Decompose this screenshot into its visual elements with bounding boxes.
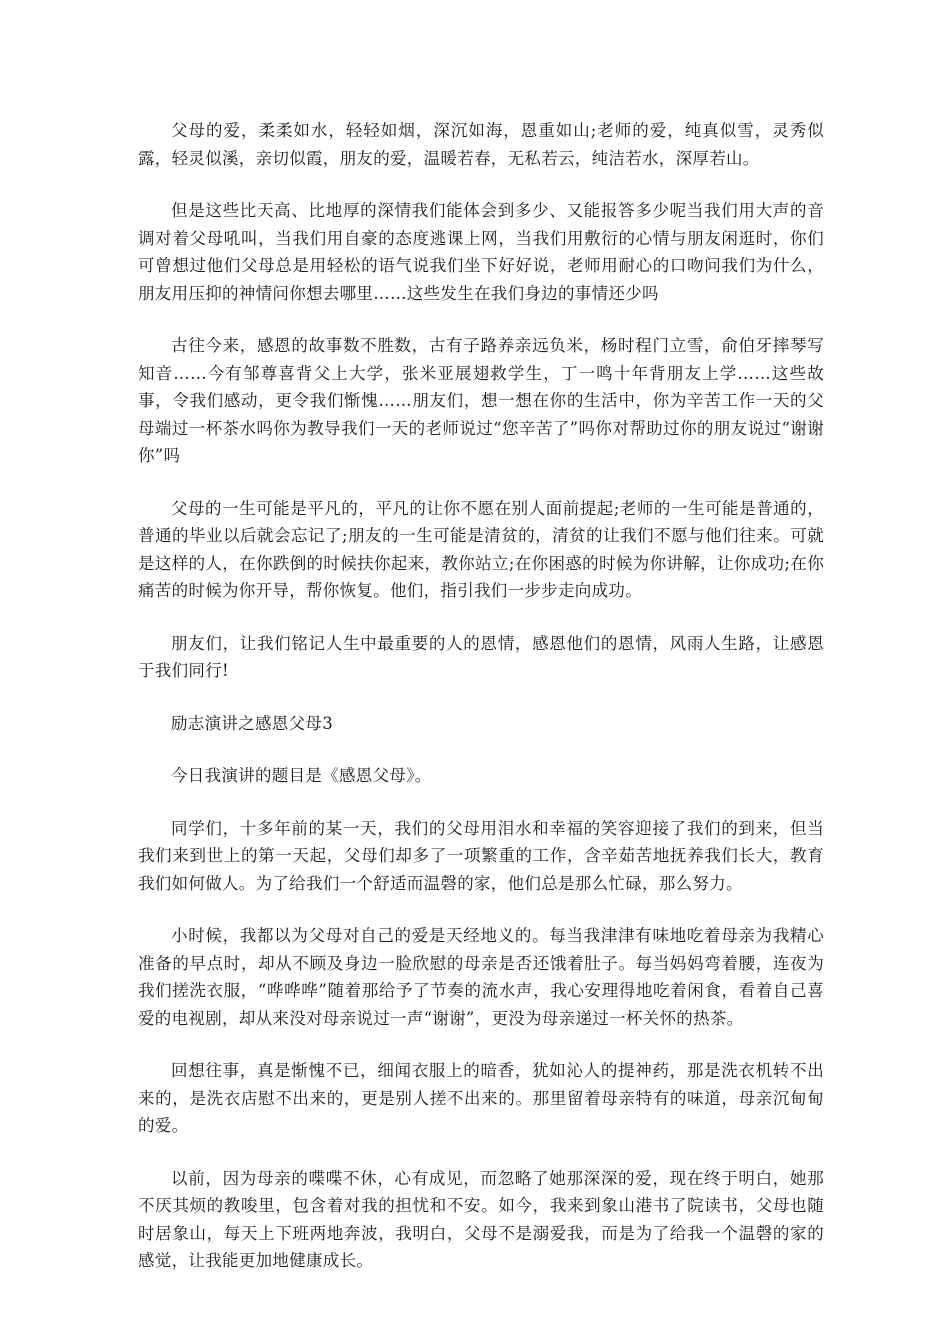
document-page <box>138 117 824 1300</box>
paragraph-4: 父母的一生可能是平凡的，平凡的让你不愿在别人面前提起;老师的一生可能是普通的，普通的毕业以后就会忘记了;朋友的一生可能是清贫的，清贫的让我们不愿与他们往来。可就是这样的人，在你跌倒的时候扶你起来，教你站立;在你困惑的时候为你讲解，让你成功;在你痛苦的时候为你开导，帮你恢复。他们，指引我们一步步走向成功。 <box>138 498 824 600</box>
section-paragraph-5: 以前，因为母亲的喋喋不休，心有成见，而忽略了她那深深的爱，现在终于明白，她那不厌其烦的教唆里，包含着对我的担忧和不安。如今，我来到象山港书了院读书，父母也随时居象山，每天上下班两地奔波，我明白，父母不是溺爱我，而是为了给我一个温磬的家的感觉，让我能更加地健康成长。 <box>138 1168 824 1270</box>
section-paragraph-2: 同学们，十多年前的某一天，我们的父母用泪水和幸福的笑容迎接了我们的到来，但当我们来到世上的第一天起，父母们却多了一项繁重的工作，含辛茹苦地抚养我们长大，教育我们如何做人。为了给我们一个舒适而温磬的家，他们总是那么忙碌，那么努力。 <box>138 818 824 893</box>
section-heading: 励志演讲之感恩父母3 <box>171 713 333 733</box>
section-paragraph-3: 小时候，我都以为父母对自己的爱是天经地义的。每当我津津有味地吃着母亲为我精心准备的早点时，却从不顾及身边一脸欣慰的母亲是否还饿着肚子。每当妈妈弯着腰，连夜为我们搓洗衣服，“哗哗哗”随着那给予了节奏的流水声，我心安理得地吃着闲食，看着自己喜爱的电视剧，却从来没对母亲说过一声“谢谢”，更没为母亲递过一杯关怀的热茶。 <box>138 926 824 1028</box>
paragraph-2: 但是这些比天高、比地厚的深情我们能体会到多少、又能报答多少呢当我们用大声的音调对着父母吼叫，当我们用自豪的态度逃课上网，当我们用敷衍的心情与朋友闲逛时，你们可曾想过他们父母总是用轻松的语气说我们坐下好好说，老师用耐心的口吻问我们为什么，朋友用压抑的神情问你想去哪里……这些发生在我们身边的事情还少吗 <box>138 201 824 303</box>
paragraph-5: 朋友们，让我们铭记人生中最重要的人的恩情，感恩他们的恩情，风雨人生路，让感恩于我们同行! <box>138 633 824 680</box>
section-paragraph-1: 今日我演讲的题目是《感恩父母》。 <box>171 766 432 785</box>
paragraph-3: 古往今来，感恩的故事数不胜数，古有子路养亲远负米，杨时程门立雪，俞伯牙摔琴写知音……今有邹尊喜背父上大学，张米亚展翅救学生，丁一鸣十年背朋友上学……这些故事，令我们感动，更令我们惭愧……朋友们，想一想在你的生活中，你为辛苦工作一天的父母端过一杯茶水吗你为教导我们一天的老师说过“您辛苦了”吗你对帮助过你的朋友说过“谢谢你”吗 <box>138 336 824 465</box>
paragraph-1: 父母的爱，柔柔如水，轻轻如烟，深沉如海，恩重如山;老师的爱，纯真似雪，灵秀似露，轻灵似溪，亲切似霞，朋友的爱，温暖若春，无私若云，纯洁若水，深厚若山。 <box>138 121 824 168</box>
section-paragraph-4: 回想往事，真是惭愧不已，细闻衣服上的暗香，犹如沁人的提神药，那是洗衣机转不出来的，是洗衣店慰不出来的，更是别人搓不出来的。那里留着母亲特有的味道，母亲沉甸甸的爱。 <box>138 1061 824 1135</box>
